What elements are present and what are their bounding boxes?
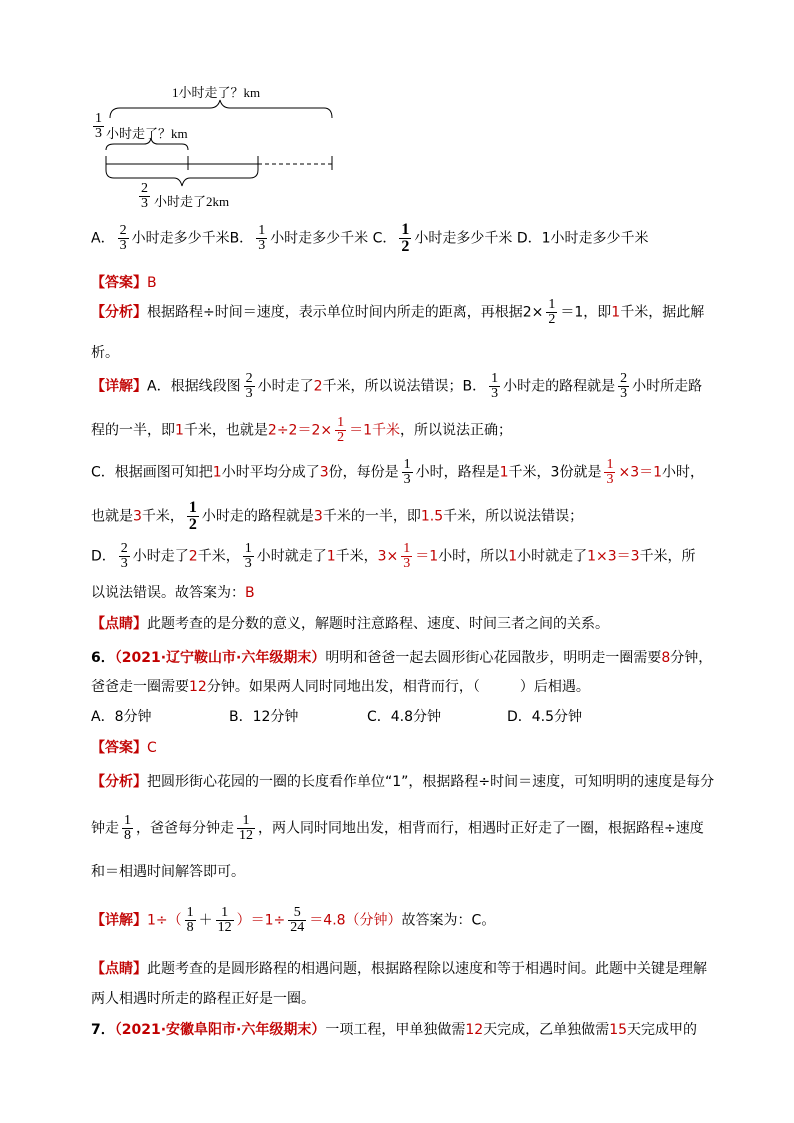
q6-stem-line2 — [91, 676, 590, 696]
detail-text: ，所以说法正确； — [400, 422, 513, 439]
detail-value: 2 — [188, 548, 198, 565]
detail-value: 3 — [133, 508, 142, 525]
point-text: 此题考查的是分数的意义，解题时注意路程、速度、时间三者之间的关系。 — [147, 616, 609, 632]
bottom-label: 小时走了2km — [154, 194, 230, 209]
q5-opt-a-letter: A． — [91, 230, 115, 247]
detail-value: B — [245, 585, 255, 601]
detail-fraction: $\frac{1}{8}$ — [186, 905, 194, 935]
question-value: 12 — [465, 1022, 484, 1038]
detail-fraction: $\frac{2}{3}$ — [120, 541, 128, 571]
analysis-text: ，两人同时同地出发，相背而行，相遇时正好走了一圈，根据路程÷速度 — [258, 820, 704, 837]
analysis-text: ，爸爸每分钟走 — [136, 820, 234, 837]
detail-value: 1 — [508, 548, 518, 565]
detail-text: 以说法错误。故答案为： — [91, 585, 245, 601]
q5-answer — [91, 272, 157, 292]
detail-text: 小时平均分成了 — [221, 464, 320, 481]
detail-text: 份，每份是 — [328, 464, 399, 481]
question-text: 分钟， — [670, 650, 713, 666]
detail-value: 1 — [499, 464, 509, 481]
detail-expr: ＝4.8（分钟） — [309, 912, 402, 929]
analysis-fraction: $\frac{1}{2}$ — [548, 297, 556, 327]
q5-analysis-line1 — [91, 298, 704, 327]
q5-detail-line6 — [91, 582, 255, 602]
bottom-brace — [106, 170, 258, 186]
detail-fraction: $\frac{2}{3}$ — [245, 371, 253, 401]
detail-expr: 3× — [377, 548, 399, 565]
detail-tag: 【详解】 — [91, 378, 147, 395]
detail-fraction: $\frac{1}{2}$ — [337, 415, 345, 445]
q5-opt-a-text: 小时走多少千米 — [131, 230, 230, 247]
question-text: 天完成甲的 — [627, 1022, 698, 1038]
q5-point — [91, 613, 609, 633]
answer-tag: 【答案】 — [91, 740, 147, 756]
question-number: 7． — [91, 1022, 115, 1038]
analysis-expr: 2× — [522, 304, 544, 321]
detail-text: 小时就走了 — [517, 548, 588, 565]
detail-value: 3 — [313, 508, 323, 525]
detail-fraction: $\frac{1}{3}$ — [403, 457, 411, 487]
detail-text: 故答案为：C。 — [401, 912, 496, 929]
question-number: 6． — [91, 650, 115, 666]
detail-text: 千米， — [141, 508, 184, 525]
question-text: 分钟。如果两人同时同地出发，相背而行，（ — [206, 679, 480, 695]
q6-analysis-line2 — [91, 814, 704, 843]
point-tag: 【点睛】 — [91, 961, 147, 977]
detail-tag: 【详解】 — [91, 912, 147, 929]
q6-opt-c: C．4.8分钟 — [367, 709, 442, 725]
answer-value: B — [147, 275, 157, 291]
detail-text: 千米，3份就是 — [508, 464, 602, 481]
question-text: 一项工程，甲单独做需 — [325, 1022, 466, 1038]
answer-tag: 【答案】 — [91, 275, 147, 291]
question-value: 15 — [609, 1022, 628, 1038]
detail-text: C．根据画图可知把 — [91, 464, 213, 481]
q6-analysis-line3: 和＝相遇时间解答即可。 — [91, 864, 245, 880]
point-text: 此题考查的是圆形路程的相遇问题，根据路程除以速度和等于相遇时间。此题中关键是理解 — [147, 961, 707, 977]
analysis-expr-result: ＝1，即 — [560, 304, 612, 321]
q6-point-line1 — [91, 958, 707, 978]
answer-value: C — [147, 740, 157, 756]
detail-fraction: $\frac{1}{3}$ — [491, 371, 499, 401]
detail-text: 小时所走路 — [632, 378, 703, 395]
question-text: 天完成，乙单独做需 — [483, 1022, 610, 1038]
q5-detail-line5 — [91, 542, 696, 571]
detail-text: 千米，所 — [639, 548, 696, 565]
detail-value: 1.5 — [420, 508, 444, 525]
detail-text: 也就是 — [91, 508, 133, 525]
top-brace — [110, 100, 332, 118]
question-text: 爸爸走一圈需要 — [91, 679, 189, 695]
detail-expr: ＋ — [198, 912, 213, 929]
q5-opt-c-fraction: $\frac{1}{2}$ — [401, 221, 410, 255]
analysis-tag: 【分析】 — [91, 304, 147, 321]
analysis-text-end: 千米，据此解 — [620, 304, 705, 321]
q6-detail — [91, 906, 495, 935]
detail-value: 1 — [212, 464, 222, 481]
top-label: 1小时走了？km — [172, 85, 261, 100]
detail-text: 小时走的路程就是 — [201, 508, 314, 525]
detail-expr: 1×3＝3 — [587, 548, 640, 565]
analysis-tag: 【分析】 — [91, 774, 147, 790]
detail-fraction: $\frac{2}{3}$ — [620, 371, 628, 401]
q5-detail-line1 — [91, 372, 702, 401]
analysis-fraction: $\frac{1}{8}$ — [124, 813, 131, 843]
detail-text: 小时，路程是 — [415, 464, 500, 481]
detail-value: 1 — [326, 548, 336, 565]
detail-text: 小时就走了 — [256, 548, 327, 565]
q7-stem — [91, 1019, 697, 1039]
detail-text: 小时走了 — [257, 378, 314, 395]
question-text: 明明和爸爸一起去圆形街心花园散步，明明走一圈需要 — [325, 650, 662, 666]
q5-detail-line2 — [91, 416, 512, 445]
question-text: ）后相遇。 — [519, 679, 590, 695]
q5-analysis-line2: 析。 — [91, 345, 119, 361]
question-value: 8 — [661, 650, 671, 666]
detail-fraction: $\frac{1}{3}$ — [606, 457, 614, 487]
third-label: 小时走了？km — [106, 126, 188, 141]
q5-opt-b-fraction: $\frac{1}{3}$ — [258, 223, 266, 253]
detail-text: 小时走了 — [132, 548, 189, 565]
q6-stem-line1 — [91, 647, 712, 667]
detail-text: 程的一半，即 — [91, 422, 175, 439]
q6-opt-a: A．8分钟 — [91, 709, 152, 725]
detail-text: 千米，所以说法错误；B． — [322, 378, 487, 395]
detail-text: D． — [91, 548, 116, 565]
detail-text: 千米， — [197, 548, 240, 565]
detail-text: 千米，也就是 — [183, 422, 268, 439]
q5-detail-line4 — [91, 500, 583, 533]
detail-expr: ＝1千米 — [349, 422, 401, 439]
detail-text: 小时， — [662, 464, 705, 481]
detail-expr: ＝1 — [415, 548, 439, 565]
detail-fraction: $\frac{1}{12}$ — [217, 905, 232, 935]
detail-text: 千米， — [335, 548, 378, 565]
analysis-text: 根据路程÷时间＝速度，表示单位时间内所走的距离，再根据 — [147, 304, 523, 321]
third-fraction: $\frac{1}{3}$ — [95, 111, 102, 141]
detail-expr: ×3＝1 — [618, 464, 663, 481]
question-source: （2021·辽宁鞍山市·六年级期末） — [114, 650, 326, 666]
analysis-fraction: $\frac{1}{12}$ — [239, 813, 253, 843]
q5-opt-c-letter: C． — [372, 230, 397, 247]
detail-expr: 2÷2＝2× — [267, 422, 333, 439]
analysis-text: 把圆形街心花园的一圈的长度看作单位“1”，根据路程÷时间＝速度，可知明明的速度是每分 — [147, 774, 715, 790]
segment-diagram — [88, 78, 348, 218]
detail-text: 小时走的路程就是 — [503, 378, 616, 395]
q6-answer — [91, 737, 157, 757]
question-source: （2021·安徽阜阳市·六年级期末） — [114, 1022, 326, 1038]
q5-opt-b-text: 小时走多少千米 — [270, 230, 369, 247]
detail-fraction: $\frac{1}{2}$ — [188, 499, 197, 533]
detail-expr: 1÷（ — [147, 912, 182, 929]
q6-point-line2: 两人相遇时所走的路程正好是一圈。 — [91, 991, 315, 1007]
q6-opt-d: D．4.5分钟 — [507, 709, 583, 725]
q5-opt-a-fraction: $\frac{2}{3}$ — [119, 223, 127, 253]
q6-opt-b: B．12分钟 — [229, 709, 299, 725]
detail-value: 2 — [313, 378, 323, 395]
q5-opt-b-letter: B． — [229, 230, 254, 247]
detail-fraction: $\frac{5}{24}$ — [290, 905, 305, 935]
q5-detail-line3 — [91, 458, 704, 487]
detail-text: 千米的一半，即 — [322, 508, 421, 525]
detail-text: A．根据线段图 — [147, 378, 241, 395]
point-tag: 【点睛】 — [91, 616, 147, 632]
detail-text: 千米，所以说法错误； — [443, 508, 584, 525]
detail-fraction: $\frac{1}{3}$ — [244, 541, 252, 571]
detail-expr: ）＝1÷ — [236, 912, 286, 929]
detail-fraction: $\frac{1}{3}$ — [403, 541, 411, 571]
q5-options — [91, 222, 649, 255]
detail-text: 小时，所以 — [438, 548, 509, 565]
q6-analysis-line1 — [91, 771, 714, 791]
question-value: 12 — [189, 679, 207, 695]
q5-opt-c-text: 小时走多少千米 — [414, 230, 513, 247]
two-thirds-fraction: $\frac{2}{3}$ — [141, 181, 148, 211]
detail-value: 3 — [319, 464, 329, 481]
detail-value: 1 — [175, 422, 184, 439]
q5-opt-d: D．1小时走多少千米 — [516, 230, 649, 247]
analysis-text: 钟走 — [91, 820, 119, 837]
analysis-value: 1 — [611, 304, 621, 321]
